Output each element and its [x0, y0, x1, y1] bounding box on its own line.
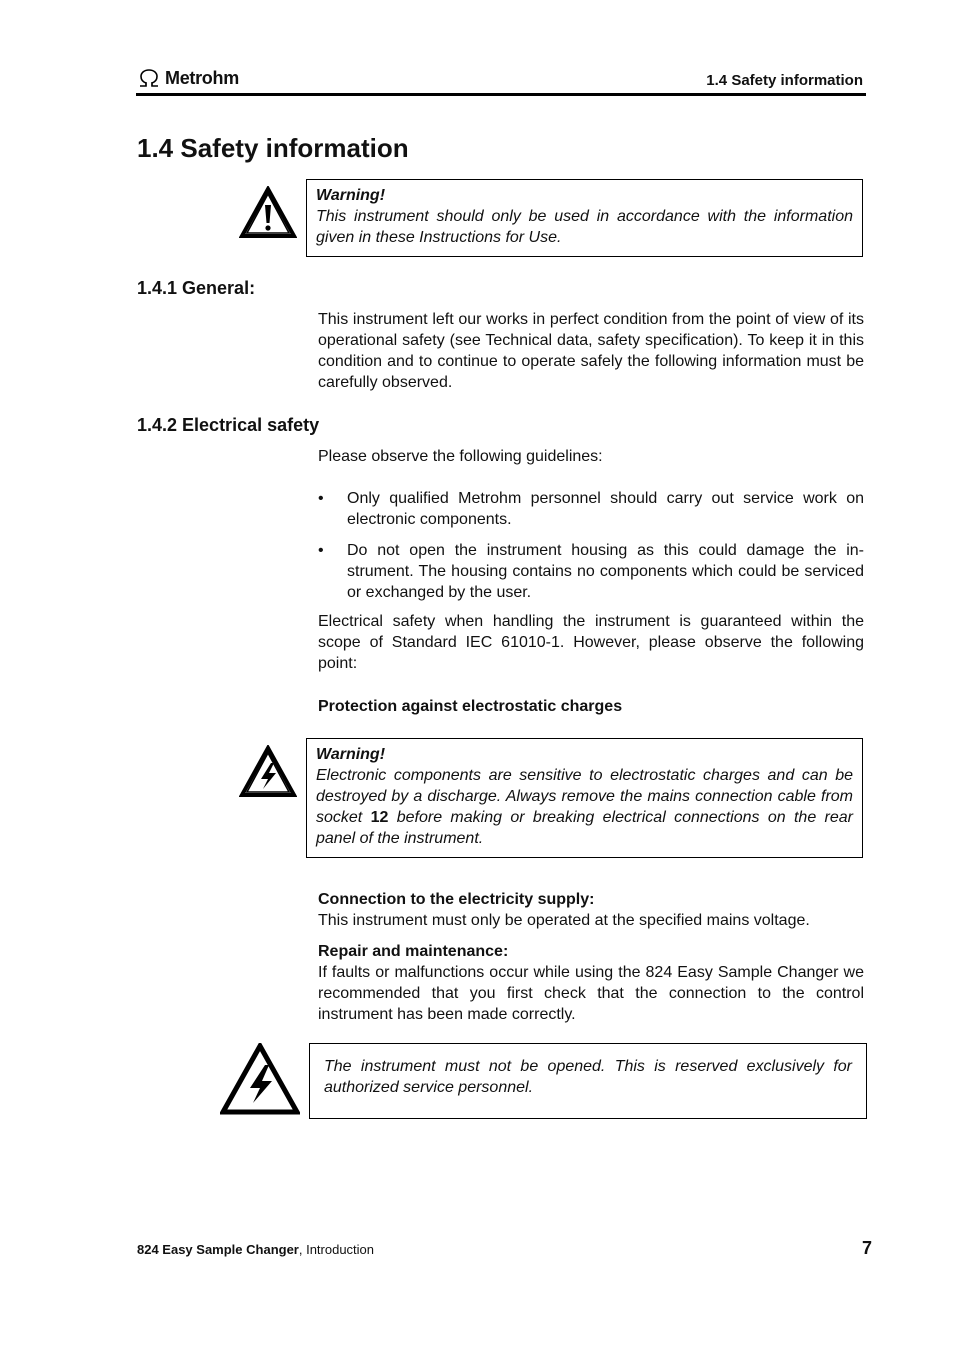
header-divider — [136, 93, 866, 96]
electrical-intro: Please observe the following guidelines: — [318, 448, 603, 465]
electrical-paragraph: Electrical safety when handling the instrument is guaranteed within the scope of Standard IEC 61010-1. However, please observe the following point: — [318, 613, 864, 672]
omega-logo-icon — [137, 68, 161, 88]
brand-logo — [137, 66, 239, 90]
footer-product: 824 Easy Sample Changer, Introduction — [137, 1242, 375, 1257]
notice-box — [309, 1043, 867, 1119]
warning-box-electrostatic — [306, 738, 863, 858]
repair-text: If faults or malfunctions occur while using the 824 Easy Sample Changer we recommended that you first check that the connection to the control instrument has been made correctly. — [318, 964, 864, 1023]
warning-text: This instrument should only be used in accordance with the information given in these Instructions for Use. — [316, 208, 853, 246]
socket-number: 12 — [370, 809, 389, 826]
warning-exclamation-icon — [239, 186, 297, 239]
warning-title: Warning! — [316, 187, 386, 204]
list-item: • Only qualified Metrohm personnel should carry out service work on electronic components. — [318, 490, 864, 528]
high-voltage-icon — [220, 1043, 300, 1115]
general-paragraph: This instrument left our works in perfect condition from the point of view of its operational safety (see Technical data, safety specification). To keep it in this condition and to continue to operate safely the following information must be carefully observed. — [318, 311, 864, 391]
subheading-repair: Repair and maintenance: — [318, 943, 509, 960]
warning-title: Warning! — [316, 746, 386, 763]
list-item: • Do not open the instrument housing as this could damage the in-strument. The housing contains no components which could be serviced or exchanged by the user. — [318, 542, 864, 601]
header-section-title: 1.4 Safety information — [706, 72, 863, 89]
subheading-supply: Connection to the electricity supply: — [318, 891, 595, 908]
logo-text: Metrohm — [165, 67, 239, 88]
subheading-electrostatic: Protection against electrostatic charges — [318, 698, 623, 715]
supply-text: This instrument must only be operated at the specified mains voltage. — [318, 912, 810, 929]
electrical-guidelines — [318, 488, 864, 613]
page-number: 7 — [862, 1238, 873, 1258]
warning-text: Electronic components are sensitive to electrostatic charges and can be destroyed by a discharge. Always remove the mains connection cable from socket 12 before making or breaking electrical connections on the rear panel of the instrument. — [316, 767, 854, 847]
page-title: 1.4 Safety information — [137, 133, 409, 163]
warning-box-usage — [306, 179, 863, 257]
notice-text: The instrument must not be opened. This is reserved exclusively for authorized service personnel. — [324, 1058, 852, 1096]
electrostatic-warning-icon — [239, 745, 297, 798]
section-heading-electrical: 1.4.2 Electrical safety — [137, 415, 320, 435]
section-heading-general: 1.4.1 General: — [137, 278, 256, 298]
